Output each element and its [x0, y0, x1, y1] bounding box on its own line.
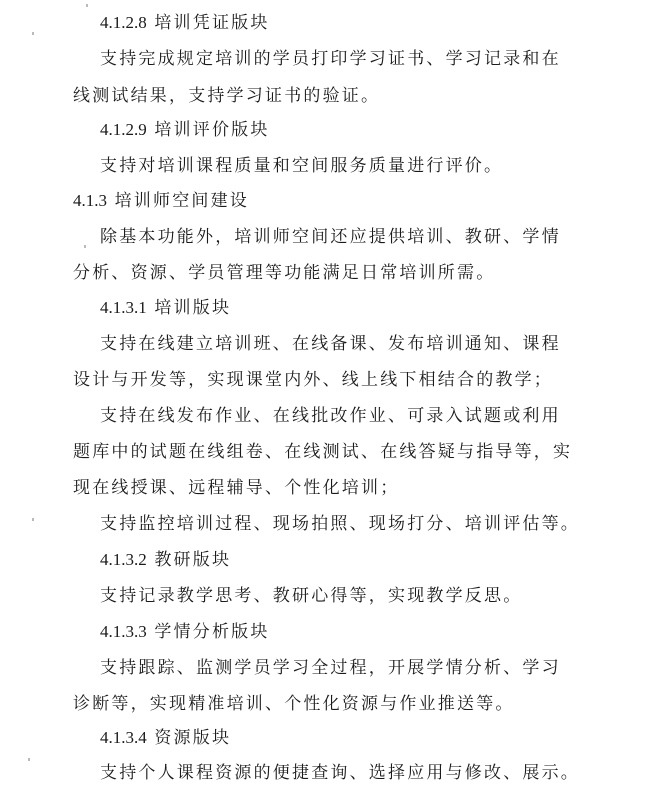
- paragraph-line: 支持记录教学思考、教研心得等，实现教学反思。: [100, 586, 523, 606]
- scan-speck: [32, 32, 34, 35]
- scan-speck: [86, 4, 88, 7]
- section-number: 4.1.3.3: [100, 622, 147, 641]
- section-title: 培训版块: [154, 298, 232, 318]
- section-heading-4-1-2-9: [100, 119, 270, 141]
- paragraph-line: 分析、资源、学员管理等功能满足日常培训所需。: [73, 263, 496, 283]
- section-heading-4-1-2-8: [100, 12, 270, 34]
- section-number: 4.1.3.2: [100, 550, 147, 569]
- paragraph-line: 支持跟踪、监测学员学习全过程，开展学情分析、学习: [100, 658, 561, 678]
- section-heading-4-1-3: [73, 190, 249, 212]
- section-heading-4-1-3-3: [100, 621, 270, 643]
- paragraph-line: 支持监控培训过程、现场拍照、现场打分、培训评估等。: [100, 514, 580, 534]
- paragraph-line: 支持完成规定培训的学员打印学习证书、学习记录和在: [100, 49, 561, 69]
- section-number: 4.1.2.8: [100, 13, 147, 32]
- section-title: 学情分析版块: [154, 622, 270, 642]
- paragraph-line: 诊断等，实现精准培训、个性化资源与作业推送等。: [73, 694, 515, 714]
- section-heading-4-1-3-4: [100, 727, 231, 749]
- section-number: 4.1.3.4: [100, 728, 147, 747]
- paragraph-line: 题库中的试题在线组卷、在线测试、在线答疑与指导等，实: [73, 442, 573, 462]
- paragraph-line: 现在线授课、远程辅导、个性化培训；: [73, 478, 400, 498]
- section-heading-4-1-3-1: [100, 297, 231, 319]
- scan-speck: [32, 518, 34, 521]
- paragraph-line: 支持对培训课程质量和空间服务质量进行评价。: [100, 156, 504, 176]
- scan-speck: [28, 758, 30, 761]
- paragraph-line: 线测试结果，支持学习证书的验证。: [73, 86, 381, 106]
- scan-speck: [84, 245, 86, 248]
- paragraph-line: 支持个人课程资源的便捷查询、选择应用与修改、展示。: [100, 763, 580, 783]
- section-number: 4.1.3: [73, 191, 107, 210]
- paragraph-line: 除基本功能外，培训师空间还应提供培训、教研、学情: [100, 227, 561, 247]
- paragraph-line: 支持在线发布作业、在线批改作业、可录入试题或利用: [100, 406, 561, 426]
- section-title: 培训凭证版块: [154, 13, 270, 33]
- paragraph-line: 设计与开发等，实现课堂内外、线上线下相结合的教学；: [73, 370, 553, 390]
- section-title: 资源版块: [154, 728, 232, 748]
- section-heading-4-1-3-2: [100, 549, 231, 571]
- section-number: 4.1.2.9: [100, 120, 147, 139]
- section-title: 教研版块: [154, 550, 232, 570]
- section-title: 培训师空间建设: [114, 191, 250, 211]
- section-title: 培训评价版块: [154, 120, 270, 140]
- paragraph-line: 支持在线建立培训班、在线备课、发布培训通知、课程: [100, 334, 561, 354]
- section-number: 4.1.3.1: [100, 298, 147, 317]
